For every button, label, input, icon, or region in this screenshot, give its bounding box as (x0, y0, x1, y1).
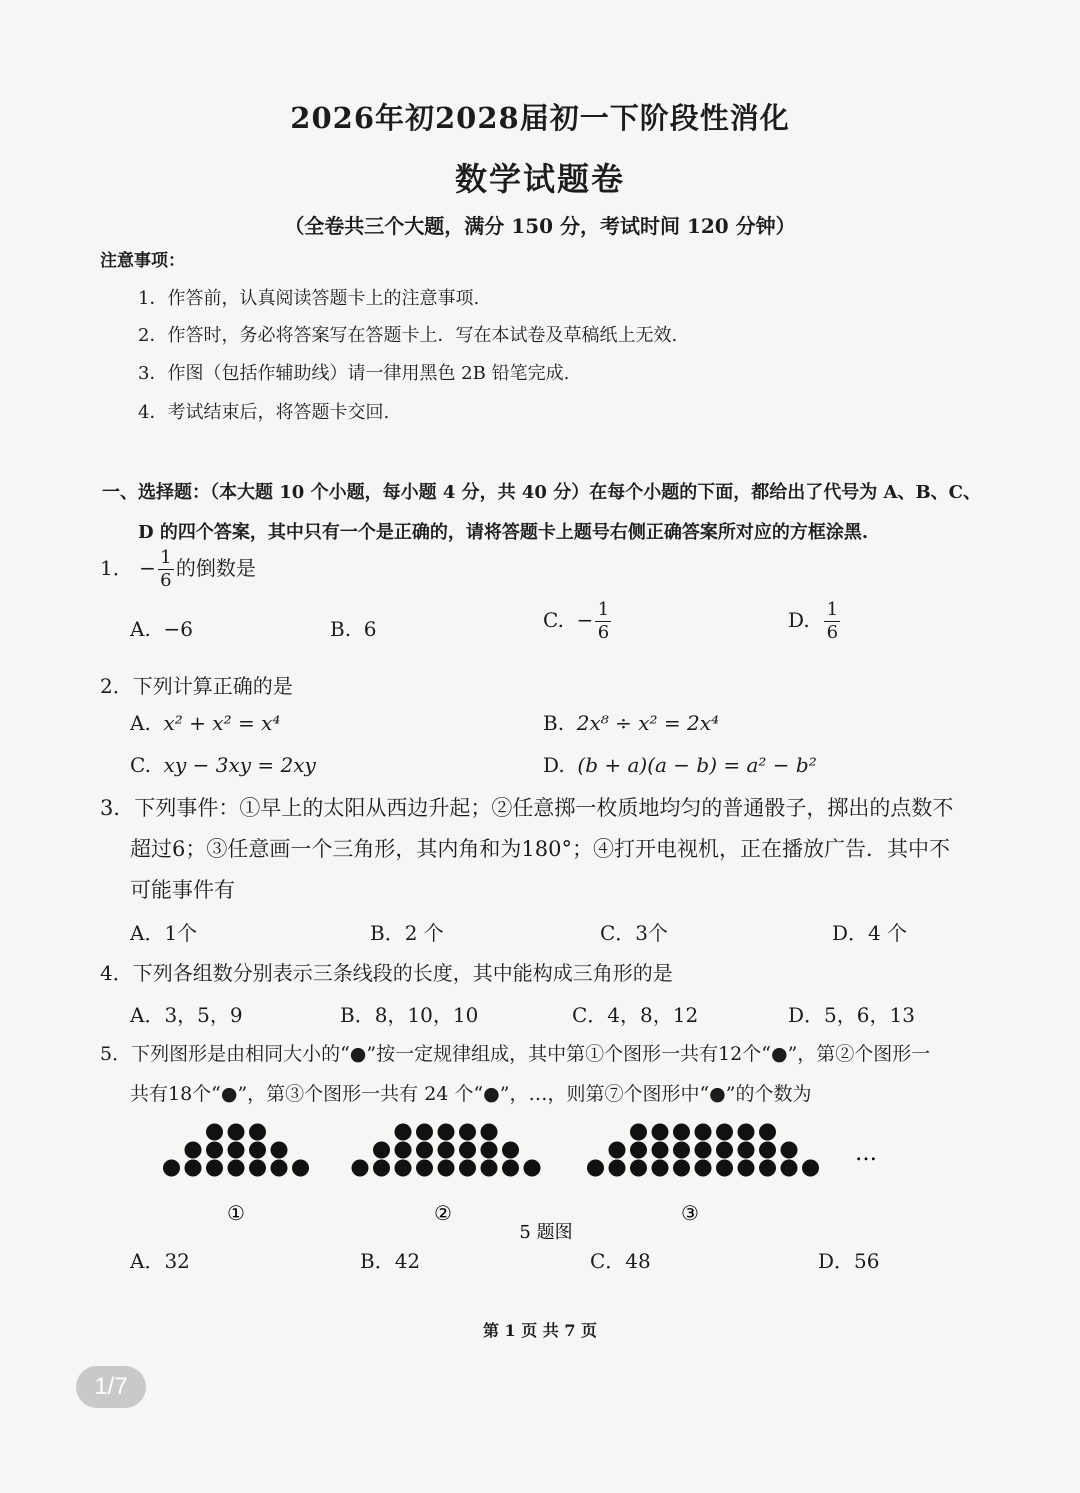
question-3-line1: 3．下列事件：①早上的太阳从西边升起；②任意掷一枚质地均匀的普通骰子，掷出的点数不 (100, 796, 954, 820)
q1-frac-denominator: 6 (160, 570, 172, 591)
notice-item-4: 4．考试结束后，将答题卡交回. (138, 402, 390, 423)
q4-option-a: A．3，5，9 (130, 1003, 243, 1027)
figure-3-dot (781, 1142, 798, 1159)
figure-3-dot (716, 1160, 733, 1177)
figure-label-2: ② (434, 1201, 452, 1225)
figure-1-dot (163, 1160, 180, 1177)
figure-1-dot (206, 1160, 223, 1177)
figure-1-dot (228, 1124, 245, 1141)
figure-3-dot (587, 1160, 604, 1177)
figure-2-dot (352, 1160, 369, 1177)
figure-1-dot (292, 1160, 309, 1177)
q1-fraction (158, 548, 174, 591)
figure-1-dot (206, 1142, 223, 1159)
section1-instructions-line2: D 的四个答案，其中只有一个是正确的，请将答题卡上题号右侧正确答案所对应的方框涂黑. (138, 522, 869, 543)
notice-item-2: 2．作答时，务必将答案写在答题卡上．写在本试卷及草稿纸上无效. (138, 325, 678, 346)
q5-option-a: A．32 (130, 1249, 190, 1273)
figure-caption: 5 题图 (519, 1222, 573, 1243)
figure-2-dot (438, 1124, 455, 1141)
figure-3-dot (695, 1124, 712, 1141)
figure-3-dot (695, 1160, 712, 1177)
figure-1-dot (271, 1160, 288, 1177)
figure-3-dot (716, 1142, 733, 1159)
figure-label-3: ③ (681, 1201, 699, 1225)
exam-info: （全卷共三个大题，满分 150 分，考试时间 120 分钟） (284, 214, 796, 238)
figure-3-dot (630, 1142, 647, 1159)
q1-number: 1． (100, 556, 133, 580)
figure-2-dot (459, 1142, 476, 1159)
figure-ellipsis: … (855, 1141, 877, 1166)
q1-option-c: C. − $\frac{1}{6}$ (543, 600, 613, 643)
question-3-line3: 可能事件有 (130, 878, 235, 902)
figure-3-dot (609, 1160, 626, 1177)
figure-3-dot (673, 1124, 690, 1141)
q3-option-c: C．3个 (600, 921, 669, 945)
q3-option-a: A．1个 (130, 921, 198, 945)
figure-3-dot (781, 1160, 798, 1177)
q1-minus: − (139, 556, 156, 580)
figure-2-dot (524, 1160, 541, 1177)
q5-option-c: C．48 (590, 1249, 651, 1273)
page-indicator[interactable]: 1/7 (76, 1366, 146, 1408)
figure-1-dot (228, 1142, 245, 1159)
figure-3-dot (716, 1124, 733, 1141)
figure-1-dot (185, 1142, 202, 1159)
figure-3-dot (738, 1160, 755, 1177)
figure-2-dot (438, 1142, 455, 1159)
figure-3-dot (609, 1142, 626, 1159)
figure-3-dot (630, 1124, 647, 1141)
figure-3-dot (673, 1160, 690, 1177)
figure-2-dot (481, 1160, 498, 1177)
q2-option-c: C. xy − 3xy = 2xy (130, 753, 316, 777)
notice-heading: 注意事项： (100, 251, 185, 271)
q1-option-b: B. 6 (330, 617, 377, 641)
figure-3-dot (759, 1124, 776, 1141)
figure-1-dot (249, 1160, 266, 1177)
figure-2-dot (416, 1160, 433, 1177)
notice-item-3: 3．作图（包括作辅助线）请一律用黑色 2B 铅笔完成. (138, 363, 570, 384)
figure-2-dot (395, 1160, 412, 1177)
figure-2-dot (373, 1160, 390, 1177)
figure-2-dot (416, 1124, 433, 1141)
figure-2-dot (395, 1142, 412, 1159)
q2-option-b: B. 2x⁸ ÷ x² = 2x⁴ (543, 711, 720, 735)
figure-1-dot (206, 1124, 223, 1141)
q5-dot-figure (0, 1110, 1080, 1250)
figure-3-dot (673, 1142, 690, 1159)
figure-1-dot (185, 1160, 202, 1177)
q3-option-b: B．2 个 (370, 921, 444, 945)
question-5-line2: 共有18个“●”，第③个图形一共有 24 个“●”，…，则第⑦个图形中“●”的个数为 (130, 1083, 812, 1105)
q1-text: 的倒数是 (175, 556, 256, 580)
figure-1-dot (271, 1142, 288, 1159)
figure-3-dot (652, 1124, 669, 1141)
q3-option-d: D．4 个 (832, 921, 908, 945)
figure-3-dot (802, 1160, 819, 1177)
figure-3-dot (695, 1142, 712, 1159)
exam-subtitle: 数学试题卷 (454, 160, 625, 198)
figure-3-dot (759, 1160, 776, 1177)
figure-2-dot (502, 1160, 519, 1177)
page-footer: 第 1 页 共 7 页 (482, 1321, 598, 1340)
q5-option-b: B．42 (360, 1249, 421, 1273)
q1-frac-numerator: 1 (160, 547, 172, 568)
figure-2-dot (416, 1142, 433, 1159)
figure-2-dot (502, 1142, 519, 1159)
q4-option-b: B．8，10，10 (340, 1003, 479, 1027)
q2-option-d: D. (b + a)(a − b) = a² − b² (543, 753, 817, 777)
figure-2-dot (438, 1160, 455, 1177)
figure-2-dot (481, 1124, 498, 1141)
question-3-line2: 超过6；③任意画一个三角形，其内角和为180°；④打开电视机，正在播放广告．其中不 (130, 837, 950, 861)
q4-option-c: C．4，8，12 (572, 1003, 699, 1027)
figure-3-dot (652, 1160, 669, 1177)
figure-1-dot (249, 1142, 266, 1159)
q4-option-d: D．5，6，13 (788, 1003, 915, 1027)
figure-1-dot (249, 1124, 266, 1141)
exam-title: 2026年初2028届初一下阶段性消化 (290, 101, 790, 135)
figure-2-dot (373, 1142, 390, 1159)
question-4: 4．下列各组数分别表示三条线段的长度，其中能构成三角形的是 (100, 961, 673, 985)
figure-3-dot (738, 1142, 755, 1159)
q5-option-d: D．56 (818, 1249, 880, 1273)
figure-3-dot (630, 1160, 647, 1177)
figure-label-1: ① (227, 1201, 245, 1225)
question-2: 2．下列计算正确的是 (100, 674, 293, 698)
question-5-line1: 5．下列图形是由相同大小的“●”按一定规律组成，其中第①个图形一共有12个“●”，第②个图形一 (100, 1043, 931, 1065)
q1-option-a: A. −6 (130, 617, 194, 641)
question-1 (100, 548, 256, 591)
figure-3-dot (652, 1142, 669, 1159)
q2-option-a: A. x² + x² = x⁴ (130, 711, 281, 735)
section1-instructions-line1: 一、选择题：（本大题 10 个小题，每小题 4 分，共 40 分）在每个小题的下面，都给出了代号为 A、B、C、 (102, 482, 981, 503)
figure-3-dot (759, 1142, 776, 1159)
figure-3-dot (738, 1124, 755, 1141)
figure-1-dot (228, 1160, 245, 1177)
figure-2-dot (395, 1124, 412, 1141)
figure-2-dot (459, 1124, 476, 1141)
q1-option-d: D. $\frac{1}{6}$ (788, 600, 842, 643)
notice-item-1: 1．作答前，认真阅读答题卡上的注意事项. (138, 288, 480, 309)
figure-2-dot (481, 1142, 498, 1159)
figure-2-dot (459, 1160, 476, 1177)
